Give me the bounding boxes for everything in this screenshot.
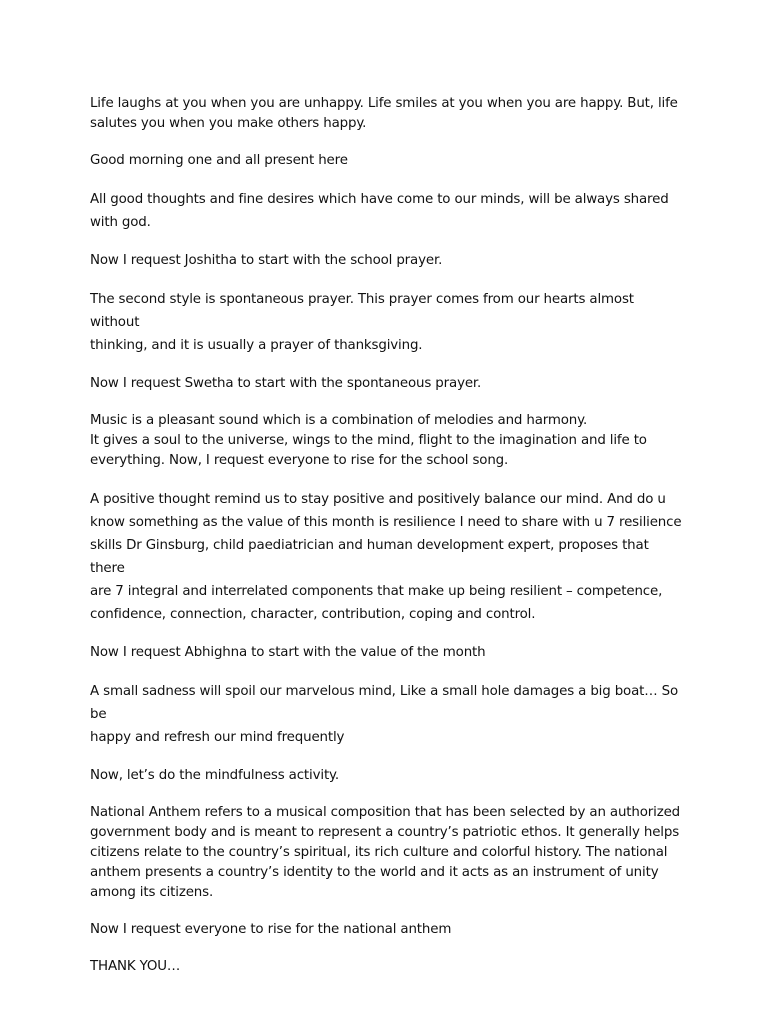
paragraph-line: THANK YOU… (90, 959, 181, 974)
paragraph-anthem-request (90, 920, 682, 940)
paragraph-resilience (90, 488, 682, 626)
paragraph-line: are 7 integral and interrelated components that make up being resilient – competence, (90, 584, 663, 599)
paragraph-line: Now I request Joshitha to start with the school prayer. (90, 253, 443, 268)
paragraph-line: Good morning one and all present here (90, 153, 348, 168)
paragraph-line: anthem presents a country’s identity to the world and it acts as an instrument of unity (90, 865, 659, 880)
paragraph-line: everything. Now, I request everyone to rise for the school song. (90, 453, 509, 468)
paragraph-line: It gives a soul to the universe, wings to the mind, flight to the imagination and life to (90, 433, 647, 448)
paragraph-spontaneous-prayer (90, 288, 682, 357)
paragraph-line: know something as the value of this month is resilience I need to share with u 7 resilience (90, 515, 682, 530)
paragraph-line: Life laughs at you when you are unhappy. Life smiles at you when you are happy. But, life (90, 96, 678, 111)
paragraph-line: Now I request Abhighna to start with the value of the month (90, 645, 486, 660)
paragraph-line: happy and refresh our mind frequently (90, 730, 345, 745)
paragraph-opening-quote (90, 94, 682, 134)
document-page (90, 94, 682, 994)
paragraph-line: salutes you when you make others happy. (90, 116, 367, 131)
paragraph-line: thinking, and it is usually a prayer of thanksgiving. (90, 338, 423, 353)
paragraph-thank-you (90, 957, 682, 977)
paragraph-line: All good thoughts and fine desires which have come to our minds, will be always shared (90, 192, 669, 207)
paragraph-small-sadness (90, 680, 682, 749)
paragraph-line: citizens relate to the country’s spiritual, its rich culture and colorful history. The national (90, 845, 668, 860)
paragraph-national-anthem (90, 803, 682, 903)
paragraph-line: Now I request Swetha to start with the spontaneous prayer. (90, 376, 482, 391)
paragraph-mindfulness (90, 766, 682, 786)
paragraph-line: among its citizens. (90, 885, 214, 900)
paragraph-line: with god. (90, 215, 151, 230)
paragraph-value-request (90, 643, 682, 663)
paragraph-good-thoughts (90, 188, 682, 234)
paragraph-line: skills Dr Ginsburg, child paediatrician and human development expert, proposes that there (90, 538, 649, 576)
paragraph-line: Music is a pleasant sound which is a combination of melodies and harmony. (90, 413, 588, 428)
paragraph-line: The second style is spontaneous prayer. This prayer comes from our hearts almost without (90, 292, 634, 330)
paragraph-line: A small sadness will spoil our marvelous mind, Like a small hole damages a big boat… So be (90, 684, 678, 722)
paragraph-line: government body and is meant to represent a country’s patriotic ethos. It generally helps (90, 825, 680, 840)
paragraph-line: A positive thought remind us to stay positive and positively balance our mind. And do u (90, 492, 666, 507)
paragraph-greeting (90, 151, 682, 171)
paragraph-music (90, 411, 682, 471)
paragraph-line: Now, let’s do the mindfulness activity. (90, 768, 340, 783)
paragraph-line: confidence, connection, character, contribution, coping and control. (90, 607, 536, 622)
paragraph-line: National Anthem refers to a musical composition that has been selected by an authorized (90, 805, 681, 820)
paragraph-line: Now I request everyone to rise for the national anthem (90, 922, 452, 937)
paragraph-school-prayer-request (90, 251, 682, 271)
paragraph-spontaneous-prayer-request (90, 374, 682, 394)
